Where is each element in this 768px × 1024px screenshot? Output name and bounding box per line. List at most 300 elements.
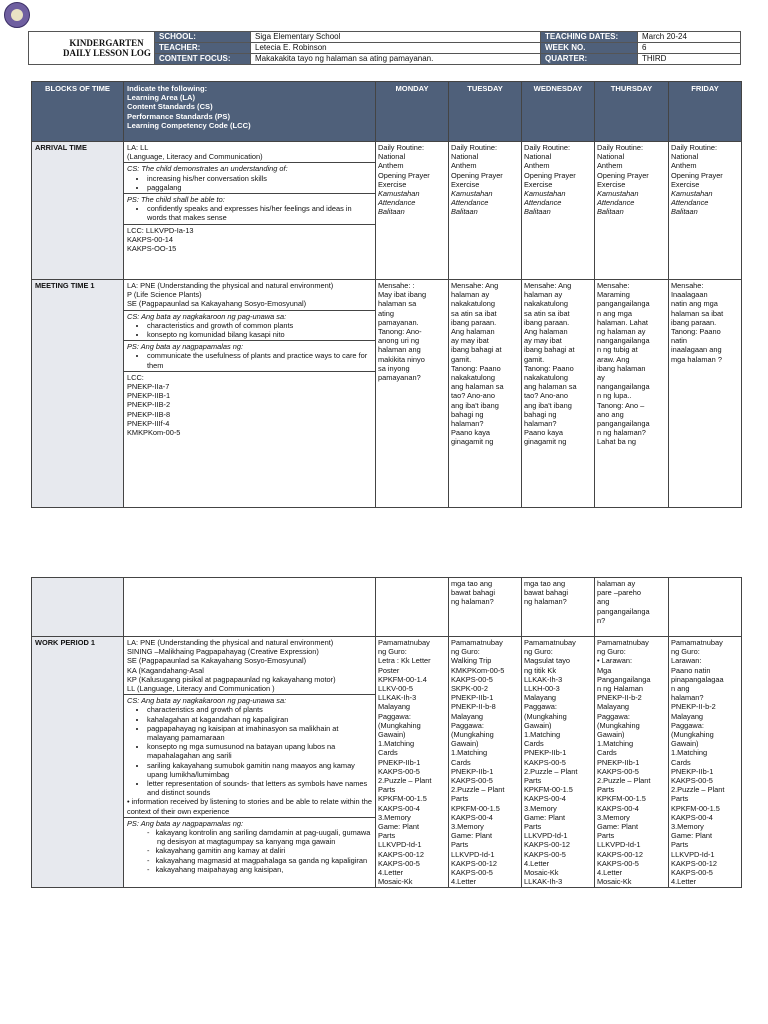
col-header-friday: FRIDAY: [669, 82, 742, 142]
cell-line: KPKFM-00-1.5: [451, 803, 500, 813]
cell-line: Daily Routine:: [378, 143, 425, 152]
cell-line: PNEKP-IIb-1: [671, 766, 714, 776]
cell-line: ang iba't ibang: [451, 400, 499, 410]
cell-line: ng Guro:: [524, 647, 553, 657]
cell-line: nangangailanga: [597, 382, 650, 392]
cell-line: National: [451, 152, 479, 162]
lesson-table-page-2: [31, 577, 742, 888]
performance-standards: [124, 194, 375, 225]
cell-line: KAKPS-00-12: [671, 858, 718, 868]
cell-line: halaman. Lahat: [597, 317, 648, 327]
cell-line: ng titik Kk: [524, 665, 557, 675]
cell-line: n?: [597, 615, 606, 625]
cell-line: sa inyong: [378, 363, 410, 373]
cell-line: KAKPS-00-5: [451, 674, 493, 684]
cell-line: • Larawan:: [597, 656, 633, 666]
cs-item: • characteristics and growth of plants: [147, 705, 372, 714]
indicate-line: Content Standards (CS): [127, 102, 213, 112]
cell-line: KAKPS-00-12: [597, 849, 644, 859]
cell-line: ibang bahagi at: [451, 345, 502, 355]
continuation-tuesday: [449, 578, 522, 637]
cell-line: bahagi ng: [524, 409, 557, 419]
cell-line: Mensahe:: [597, 281, 630, 290]
cs-item: • letter representation of sounds- that letters as symbols have names and distinct sounds: [147, 779, 372, 797]
teacher-label: TEACHER:: [155, 43, 251, 54]
cell-line: KAKPS-00-12: [524, 840, 571, 850]
cs-item: • increasing his/her conversation skills: [147, 174, 372, 183]
cell-line: tao? Ano-ano: [451, 391, 495, 401]
cell-line: Parts: [671, 794, 689, 804]
la-line: LA: LL: [127, 143, 149, 152]
cell-line: 4.Letter: [451, 877, 477, 887]
ps-list: [127, 204, 372, 222]
cell-line: Parts: [597, 785, 615, 795]
cell-line: gamit.: [451, 354, 472, 364]
work-friday: [669, 637, 742, 888]
cell-line: LLKAK-Ih-3: [524, 877, 563, 887]
cell-line: Mosaic-Kk: [378, 877, 413, 887]
cell-line: Magsulat tayo: [524, 656, 571, 666]
cell-line: KMKPKom-00-5: [451, 665, 505, 675]
cell-line: Anthem: [451, 161, 477, 171]
cell-line: halaman?: [524, 419, 557, 429]
brand-title: [29, 32, 155, 65]
cell-line: Exercise: [378, 179, 407, 189]
cell-line: 4.Letter: [671, 877, 697, 887]
cell-line: halaman ang: [378, 345, 421, 355]
cell-line: National: [378, 152, 406, 162]
content-standards: [124, 695, 375, 818]
teacher-value: Letecia E. Robinson: [251, 43, 541, 54]
cell-line: Lahat ba ng: [597, 437, 637, 447]
cell-line: tao? Ano-ano: [524, 391, 568, 401]
cell-line: (Mungkahing: [378, 720, 421, 730]
cell-line: Game: Plant: [597, 822, 639, 832]
cell-line: LLKVPD-Id-1: [378, 840, 422, 850]
arrival-thursday: [595, 142, 669, 280]
cell-line: 3.Memory: [597, 812, 630, 822]
cell-line: (Mungkahing: [451, 730, 494, 740]
cell-line: Exercise: [451, 179, 480, 189]
cell-line: ng Guro:: [451, 647, 480, 657]
ps-list: [127, 351, 372, 369]
col-header-indicate: [124, 82, 376, 142]
col-header-thursday: THURSDAY: [595, 82, 669, 142]
cell-line: 1.Matching: [451, 748, 488, 758]
cell-line: Paggawa:: [671, 720, 704, 730]
cell-line: ibang paraan.: [451, 317, 497, 327]
cs-item: • konsepto ng komunidad bilang kasapi nito: [147, 330, 372, 339]
cell-line: n ng lupa..: [597, 391, 632, 401]
cell-line: Mensahe: :: [378, 281, 415, 290]
ps-item: - kakayahang maipahayag ang kaisipan,: [157, 865, 372, 874]
cell-line: halaman ay: [451, 290, 490, 300]
cell-line: Parts: [671, 840, 689, 850]
la-line: KP (Kalusugang pisikal at pagpapaunlad ng kakayahang motor): [127, 674, 336, 684]
cell-line: sa atin sa ibat: [451, 308, 497, 318]
quarter-value: THIRD: [638, 54, 741, 65]
cell-line: Paggawa:: [597, 711, 630, 721]
cs-item: • konsepto ng mga sumusunod na batayan upang lubos na mapahalagahan ang sarili: [147, 742, 372, 760]
cell-line: Game: Plant: [378, 822, 420, 832]
cell-line: ng halaman ay: [597, 327, 646, 337]
cell-line: KPKFM-00-1.4: [378, 674, 427, 684]
cell-line: ibang bahagi at: [524, 345, 575, 355]
cell-line: KAKPS-00-4: [451, 812, 493, 822]
cell-line: ang iba't ibang: [524, 400, 572, 410]
cs-extra-line: • information received by listening to stories and be able to relate within the context of their own experience: [127, 797, 372, 816]
cs-intro: CS: Ang bata ay nagkakaroon ng pag-unawa sa:: [127, 696, 287, 706]
continuation-wednesday: [522, 578, 595, 637]
cell-line: Daily Routine:: [597, 143, 644, 152]
cell-line: Daily Routine:: [524, 143, 571, 152]
cell-line: Mosaic-Kk: [597, 877, 632, 887]
work-description: [124, 637, 376, 888]
ps-intro: PS: The child shall be able to:: [127, 195, 225, 205]
cell-line: ang halaman sa: [451, 382, 504, 392]
cell-line: pamayanan?: [378, 373, 421, 383]
cell-line: Attendance: [451, 198, 489, 208]
ps-intro: PS: Ang bata ay nagpapamalas ng:: [127, 342, 244, 352]
cs-item: • pagpapahayag ng kaisipan at imahinasyon sa malikhain at malayang pamamaraan: [147, 724, 372, 742]
cell-line: Anthem: [524, 161, 550, 171]
learning-area: [124, 637, 375, 695]
cs-item: • kahalagahan at kagandahan ng kapaligiran: [147, 715, 372, 724]
cell-line: National: [597, 152, 625, 162]
cell-line: KPKFM-00-1.5: [378, 794, 427, 804]
cell-line: Tanong: Ano-: [378, 327, 422, 337]
continuation-thursday: [595, 578, 669, 637]
cell-line: Paggawa:: [378, 711, 411, 721]
meeting-monday: [376, 280, 449, 508]
cell-line: Opening Prayer: [524, 170, 576, 180]
la-line: SINING –Malikhaing Pagpapahayag (Creative Expression): [127, 647, 319, 657]
cell-line: pangangailanga: [597, 606, 650, 616]
cell-line: PNEKP-II-b-2: [597, 693, 642, 703]
lesson-log-header: [28, 31, 741, 65]
cell-line: Paggawa:: [451, 720, 484, 730]
cell-line: natin: [671, 336, 688, 346]
cell-line: Mensahe:: [671, 281, 704, 290]
cell-line: pare –pareho: [597, 588, 641, 598]
cell-line: National: [524, 152, 552, 162]
cell-line: Mensahe: Ang: [524, 281, 572, 290]
cell-line: n ng Halaman: [597, 684, 644, 694]
cell-line: 2.Puzzle – Plant: [671, 785, 725, 795]
ps-item: • communicate the usefulness of plants and practice ways to care for them: [147, 351, 372, 369]
cell-line: KAKPS-00-5: [671, 776, 713, 786]
lcc-line: PNEKP-IIa-7: [127, 382, 170, 392]
lcc-line: PNEKP-IIIf-4: [127, 418, 170, 428]
cell-line: KPKFM-00-1.5: [671, 803, 720, 813]
cell-line: Exercise: [597, 179, 626, 189]
ps-item: - kakayahang magmasid at magpahalaga sa ganda ng kapaligiran: [157, 856, 372, 865]
cell-line: ibang paraan.: [524, 317, 570, 327]
cell-line: Paano kaya: [524, 428, 564, 438]
la-line: LA: PNE (Understanding the physical and natural environment): [127, 638, 334, 647]
cell-line: Pamamatnubay: [671, 638, 723, 647]
cell-line: SKPK-00-2: [451, 684, 488, 694]
cell-line: Game: Plant: [524, 812, 566, 822]
block-label: MEETING TIME 1: [32, 280, 124, 508]
cell-line: KAKPS-00-5: [524, 757, 566, 767]
col-header-blocks: BLOCKS OF TIME: [32, 82, 124, 142]
cell-line: KPKFM-00-1.5: [524, 785, 573, 795]
ps-item: - kakayang kontrolin ang sariling damdamin at pag-uugali, gumawa ng desisyon at magtagumpay sa kanyang mga gawain: [157, 828, 372, 846]
cell-line: ng Guro:: [671, 647, 700, 657]
col-header-monday: MONDAY: [376, 82, 449, 142]
cell-line: Parts: [451, 794, 469, 804]
cell-line: Daily Routine:: [451, 143, 498, 152]
meeting-tuesday: [449, 280, 522, 508]
cell-line: ng Guro:: [378, 647, 407, 657]
cell-line: bahagi ng: [451, 409, 484, 419]
school-value: Siga Elementary School: [251, 32, 541, 43]
arrival-tuesday: [449, 142, 522, 280]
learning-area: [124, 142, 375, 163]
performance-standards: [124, 818, 375, 875]
cell-line: bawat bahagi: [524, 588, 568, 598]
cell-line: Tanong: Paano: [451, 363, 501, 373]
block-label: WORK PERIOD 1: [32, 637, 124, 888]
block-label: ARRIVAL TIME: [32, 142, 124, 280]
cell-line: (Mungkahing: [597, 720, 640, 730]
cell-line: 4.Letter: [524, 858, 550, 868]
cell-line: KAKPS-00-5: [451, 776, 493, 786]
cell-line: KAKPS-00-5: [378, 858, 420, 868]
cell-line: Cards: [524, 739, 544, 749]
cell-line: ay may ibat: [451, 336, 489, 346]
cell-line: ang: [597, 597, 610, 607]
cell-line: natin ang mga: [671, 299, 718, 309]
cell-line: Pamamatnubay: [451, 638, 503, 647]
cell-line: makikita ninyo: [378, 354, 425, 364]
cell-line: Tanong: Ano –: [597, 400, 645, 410]
cell-line: Opening Prayer: [451, 170, 503, 180]
lcc-line: PNEKP-IIB-1: [127, 391, 171, 401]
cell-line: Balitaan: [524, 207, 551, 217]
indicate-line: Learning Competency Code (LCC): [127, 120, 251, 130]
la-line: LL (Language, Literacy and Communication ): [127, 684, 275, 694]
cell-line: Malayang: [524, 693, 557, 703]
cell-line: Paggawa:: [524, 702, 557, 712]
ps-item: - kakayahang gamitin ang kamay at daliri: [157, 846, 372, 855]
la-line: KA (Kagandahang-Asal: [127, 665, 204, 675]
cell-line: ating: [378, 308, 395, 318]
meeting-friday: [669, 280, 742, 508]
meeting-wednesday: [522, 280, 595, 508]
arrival-friday: [669, 142, 742, 280]
learning-competency-codes: [124, 372, 375, 438]
cell-line: Balitaan: [378, 207, 405, 217]
cell-line: 2.Puzzle – Plant: [451, 785, 505, 795]
cell-line: 3.Memory: [671, 822, 704, 832]
cell-line: Pamamatnubay: [524, 638, 576, 647]
cell-line: Exercise: [524, 179, 553, 189]
row-meeting-continuation: [32, 578, 742, 637]
cell-line: n ang mga: [597, 308, 632, 318]
quarter-label: QUARTER:: [541, 54, 638, 65]
cell-line: 2.Puzzle – Plant: [597, 776, 651, 786]
cell-line: KAKPS-00-4: [378, 803, 420, 813]
cell-line: Opening Prayer: [671, 170, 723, 180]
learning-area: [124, 280, 375, 311]
cell-line: KAKPS-00-12: [451, 858, 498, 868]
lcc-line: KAKPS-OO-15: [127, 244, 177, 254]
cell-line: KAKPS-00-5: [378, 766, 420, 776]
cell-line: halaman sa ibat: [671, 308, 724, 318]
meeting-thursday: [595, 280, 669, 508]
cell-line: pinapangalagaa: [671, 674, 724, 684]
cell-line: anong uri ng: [378, 336, 420, 346]
cell-line: ay: [597, 373, 605, 383]
arrival-wednesday: [522, 142, 595, 280]
cell-line: Mensahe: Ang: [451, 281, 499, 290]
lcc-line: KAKPS-00-14: [127, 234, 174, 244]
cs-intro: CS: The child demonstrates an understanding of:: [127, 164, 288, 174]
cell-line: Parts: [378, 785, 396, 795]
cell-line: Cards: [378, 748, 398, 758]
cell-line: Gawain): [671, 739, 699, 749]
ps-list: [127, 828, 372, 874]
performance-standards: [124, 341, 375, 372]
cell-line: 1.Matching: [671, 748, 708, 758]
la-line: (Language, Literacy and Communication): [127, 152, 263, 162]
learning-competency-codes: [124, 225, 375, 255]
cell-line: ang halaman sa: [524, 382, 577, 392]
brand-line-1: KINDERGARTEN: [69, 38, 144, 48]
cell-line: Parts: [524, 776, 542, 786]
cell-line: Maraming: [597, 290, 630, 300]
cell-line: KAKPS-00-12: [378, 849, 425, 859]
cell-line: PNEKP-II-b-8: [451, 702, 496, 712]
continuation-block-cell: [32, 578, 124, 637]
cell-line: Pangangailanga: [597, 674, 651, 684]
cell-line: Attendance: [671, 198, 709, 208]
cell-line: 1.Matching: [597, 739, 634, 749]
row-arrival-time: [32, 142, 742, 280]
cell-line: Tanong: Paano: [671, 327, 721, 337]
teaching-dates-label: TEACHING DATES:: [541, 32, 638, 43]
cell-line: LLKVPD-Id-1: [671, 849, 715, 859]
cell-line: ginagamit ng: [524, 437, 567, 447]
la-line: SE (Pagpapaunlad sa Kakayahang Sosyo-Emosyunal): [127, 299, 307, 309]
cell-line: Mga: [597, 665, 612, 675]
cs-list: [127, 174, 372, 192]
cell-line: 2.Puzzle – Plant: [378, 776, 432, 786]
cell-line: Paano natin: [671, 665, 711, 675]
cell-line: PNEKP-IIb-1: [524, 748, 567, 758]
cell-line: Exercise: [671, 179, 700, 189]
content-focus-value: Makakakita tayo ng halaman sa ating pamayanan.: [251, 54, 541, 65]
row-meeting-time: [32, 280, 742, 508]
la-line: P (Life Science Plants): [127, 290, 202, 300]
cell-line: gamit.: [524, 354, 545, 364]
cs-list: [127, 705, 372, 797]
content-standards: [124, 163, 375, 194]
cell-line: Attendance: [524, 198, 562, 208]
cell-line: Gawain): [451, 739, 479, 749]
cell-line: nangangailanga: [597, 336, 650, 346]
cell-line: KAKPS-00-5: [597, 858, 639, 868]
cell-line: Parts: [451, 840, 469, 850]
brand-line-2: DAILY LESSON LOG: [63, 48, 151, 58]
cell-line: Balitaan: [671, 207, 698, 217]
col-header-wednesday: WEDNESDAY: [522, 82, 595, 142]
content-standards: [124, 311, 375, 342]
week-no-label: WEEK NO.: [541, 43, 638, 54]
teaching-dates-value: March 20-24: [638, 32, 741, 43]
cell-line: halaman?: [671, 693, 704, 703]
work-wednesday: [522, 637, 595, 888]
cell-line: Balitaan: [451, 207, 478, 217]
cell-line: (Mungkahing: [671, 730, 714, 740]
cell-line: 4.Letter: [597, 868, 623, 878]
week-no-value: 6: [638, 43, 741, 54]
cell-line: KAKPS-00-4: [671, 812, 713, 822]
cell-line: KAKPS-00-5: [671, 868, 713, 878]
la-line: LA: PNE (Understanding the physical and natural environment): [127, 281, 334, 290]
cell-line: Anthem: [378, 161, 404, 171]
cell-line: mga tao ang: [451, 579, 493, 588]
cell-line: Pamamatnubay: [378, 638, 430, 647]
cell-line: Parts: [597, 831, 615, 841]
indicate-line: Learning Area (LA): [127, 93, 196, 103]
cell-line: KAKPS-00-4: [524, 794, 566, 804]
cell-line: halaman sa: [378, 299, 417, 309]
cell-line: Malayang: [378, 702, 411, 712]
cell-line: KPKFM-00-1.5: [597, 794, 646, 804]
cell-line: 1.Matching: [378, 739, 415, 749]
cell-line: pangangailanga: [597, 419, 650, 429]
cell-line: PNEKP-IIb-1: [378, 757, 421, 767]
cell-line: Malayang: [671, 711, 704, 721]
work-thursday: [595, 637, 669, 888]
cell-line: nakakatulong: [524, 299, 568, 309]
work-tuesday: [449, 637, 522, 888]
cell-line: PNEKP-IIb-1: [597, 757, 640, 767]
work-monday: [376, 637, 449, 888]
arrival-monday: [376, 142, 449, 280]
cell-line: Kamustahan: [378, 189, 420, 199]
cell-line: May ibat ibang: [378, 290, 427, 300]
continuation-friday: [669, 578, 742, 637]
cell-line: LLKH-00-3: [524, 684, 560, 694]
cs-intro: CS: Ang bata ay nagkakaroon ng pag-unawa sa:: [127, 311, 287, 321]
cell-line: Anthem: [671, 161, 697, 171]
cell-line: Poster: [378, 665, 400, 675]
cell-line: ay may ibat: [524, 336, 562, 346]
cell-line: PNEKP-IIb-1: [451, 693, 494, 703]
cell-line: halaman ay: [597, 579, 636, 588]
cell-line: n ang: [671, 684, 690, 694]
lcc-line: LCC: LLKVPD-Ia-13: [127, 225, 194, 235]
cell-line: KAKPS-00-5: [597, 766, 639, 776]
cell-line: araw. Ang: [597, 354, 630, 364]
la-line: SE (Pagpapaunlad sa Kakayahang Sosyo-Emosyunal): [127, 656, 307, 666]
cell-line: Kamustahan: [597, 189, 639, 199]
col-header-tuesday: TUESDAY: [449, 82, 522, 142]
cell-line: Larawan:: [671, 656, 702, 666]
indicate-line: Indicate the following:: [127, 84, 208, 93]
cell-line: KAKPS-00-4: [597, 803, 639, 813]
deped-seal-logo: [4, 2, 30, 28]
cell-line: 3.Memory: [451, 822, 484, 832]
ps-intro: PS: Ang bata ay nagpapamalas ng:: [127, 818, 244, 828]
cell-line: n ng halaman?: [597, 428, 646, 438]
cell-line: ginagamit ng: [451, 437, 494, 447]
cell-line: Kamustahan: [524, 189, 566, 199]
